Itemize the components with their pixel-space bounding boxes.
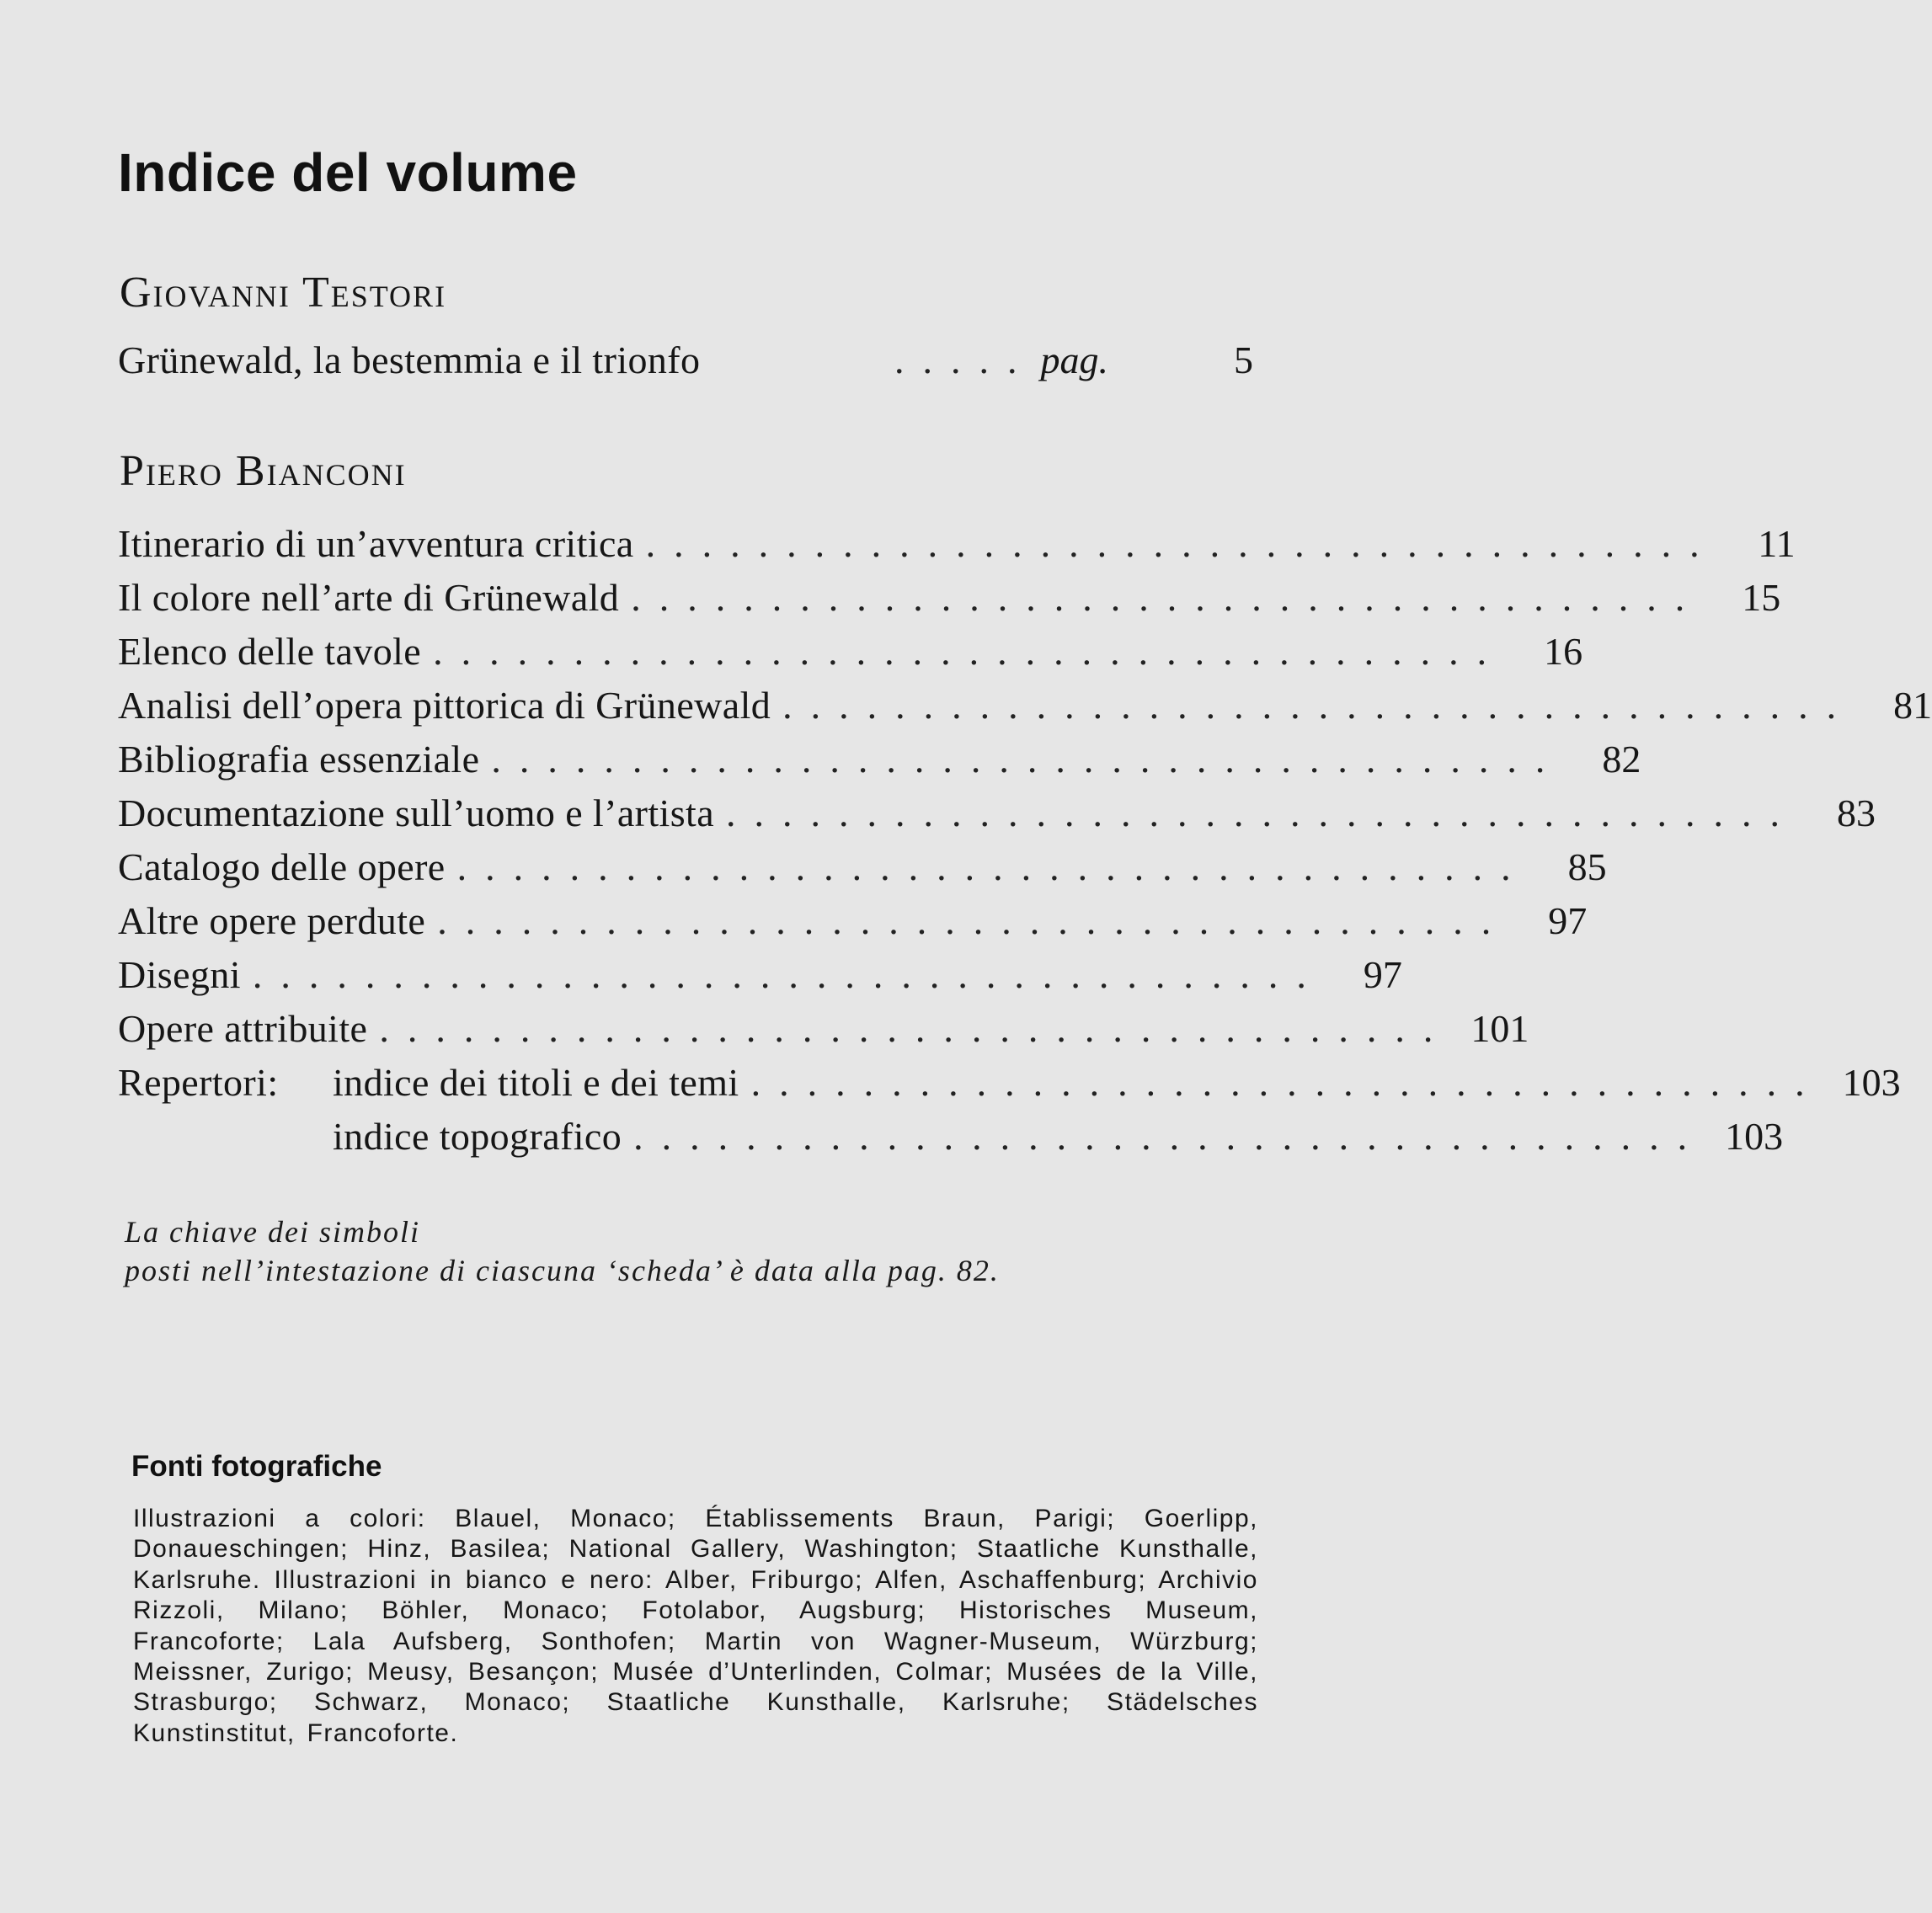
leader-dots: ...................................... [633, 1115, 1706, 1158]
leader-dots: ...................................... [782, 684, 1855, 727]
toc-entry-label: Disegni [118, 953, 241, 996]
leader-dots: ...................................... [750, 1061, 1823, 1104]
toc-entry-label: Analisi dell’opera pittorica di Grünewald [118, 684, 771, 727]
toc-entry [118, 786, 1876, 840]
toc-entry-label: indice topografico [333, 1115, 622, 1158]
leader-dots: ...................................... [437, 899, 1510, 942]
toc-entry-page: 85 [1567, 845, 1607, 888]
toc-entry [118, 1002, 1529, 1056]
leader-dots: ...................................... [433, 630, 1506, 673]
toc-entry-page: 15 [1742, 576, 1781, 619]
toc-entry-label: Il colore nell’arte di Grünewald [118, 576, 620, 619]
toc-entry-label: Documentazione sull’uomo e l’artista [118, 791, 715, 834]
leader-dots: ...................................... [631, 576, 1704, 619]
toc-entry [118, 1110, 1784, 1164]
photo-credits-text: Illustrazioni a colori: Blauel, Monaco; Établissements Braun, Parigi; Goerlipp, Donaueschingen; Hinz, Basilea; National Gallery, Washington; Staatliche Kunsthalle, Karlsruhe. Illustrazioni in bianco e nero: Alber, Friburgo; Alfen, Aschaffenburg; Archivio Rizzoli, Milano; Böhler, Monaco; Fotolabor, Augsburg; Historisches Museum, Francoforte; Lala Aufsberg, Sonthofen; Martin von Wagner-Museum, Würzburg; Meissner, Zurigo; Meusy, Besançon; Musée d’Unterlinden, Colmar; Musées de la Ville, Strasburgo; Schwarz, Monaco; Staatliche Kunsthalle, Karlsruhe; Städelsches Kunstinstitut, Francoforte. [133, 1505, 1258, 1747]
toc-entry-page: 103 [1842, 1061, 1901, 1104]
symbols-note-line: La chiave dei simboli [125, 1215, 420, 1249]
leader-dots: ...................................... [456, 845, 1529, 888]
toc-entry-label: Catalogo delle opere [118, 845, 446, 888]
leader-dots: ...................................... [491, 738, 1564, 781]
symbols-note-line: posti nell’intestazione di ciascuna ‘scheda’ è data alla pag. 82. [125, 1254, 1000, 1287]
leader-dots: ...................................... [645, 522, 1718, 565]
toc-entry-page: 101 [1470, 1007, 1529, 1050]
pag-label: pag. [1040, 338, 1108, 381]
page-title: Indice del volume [118, 142, 578, 203]
toc-entry-page: 97 [1548, 899, 1588, 942]
toc-entry [118, 517, 1796, 571]
leader-dots: ...................................... [726, 791, 1799, 834]
toc-entry-page: 5 [1234, 338, 1253, 381]
toc-entry-label: Altre opere perdute [118, 899, 426, 942]
toc-entry [118, 333, 1253, 387]
toc-entry-label: Bibliografia essenziale [118, 738, 480, 781]
toc-entry [118, 948, 1402, 1002]
toc-entry [118, 571, 1781, 625]
author-heading-bianconi: Piero Bianconi [120, 447, 407, 495]
toc-entry-page: 82 [1602, 738, 1641, 781]
toc-entry-label: Opere attribuite [118, 1007, 368, 1050]
photo-credits-heading: Fonti fotografiche [131, 1450, 382, 1483]
toc-entry [118, 679, 1932, 733]
toc-entry-page: 103 [1725, 1115, 1784, 1158]
toc-entry [118, 733, 1641, 786]
toc-entry-page: 81 [1893, 684, 1932, 727]
toc-entry-prefix: Repertori: [118, 1061, 279, 1104]
leader-dots: ...................................... [379, 1007, 1452, 1050]
author-heading-testori: Giovanni Testori [120, 269, 447, 317]
toc-entry-page: 83 [1837, 791, 1876, 834]
toc-entry-label: Itinerario di un’avventura critica [118, 522, 634, 565]
toc-entry-label: Elenco delle tavole [118, 630, 422, 673]
toc-entry [118, 894, 1588, 948]
toc-entry-label: indice dei titoli e dei temi [333, 1061, 739, 1104]
toc-entry-page: 97 [1363, 953, 1402, 996]
toc-entry-label: Grünewald, la bestemmia e il trionfo [118, 338, 701, 381]
toc-entry [118, 1056, 1901, 1110]
symbols-note [125, 1212, 1000, 1290]
toc-entry [118, 625, 1583, 679]
toc-entry-page: 11 [1758, 522, 1796, 565]
toc-entry-page: 16 [1544, 630, 1583, 673]
leader-dots: ..... [894, 338, 1036, 381]
toc-entry [118, 840, 1607, 894]
leader-dots: ...................................... [252, 953, 1325, 996]
